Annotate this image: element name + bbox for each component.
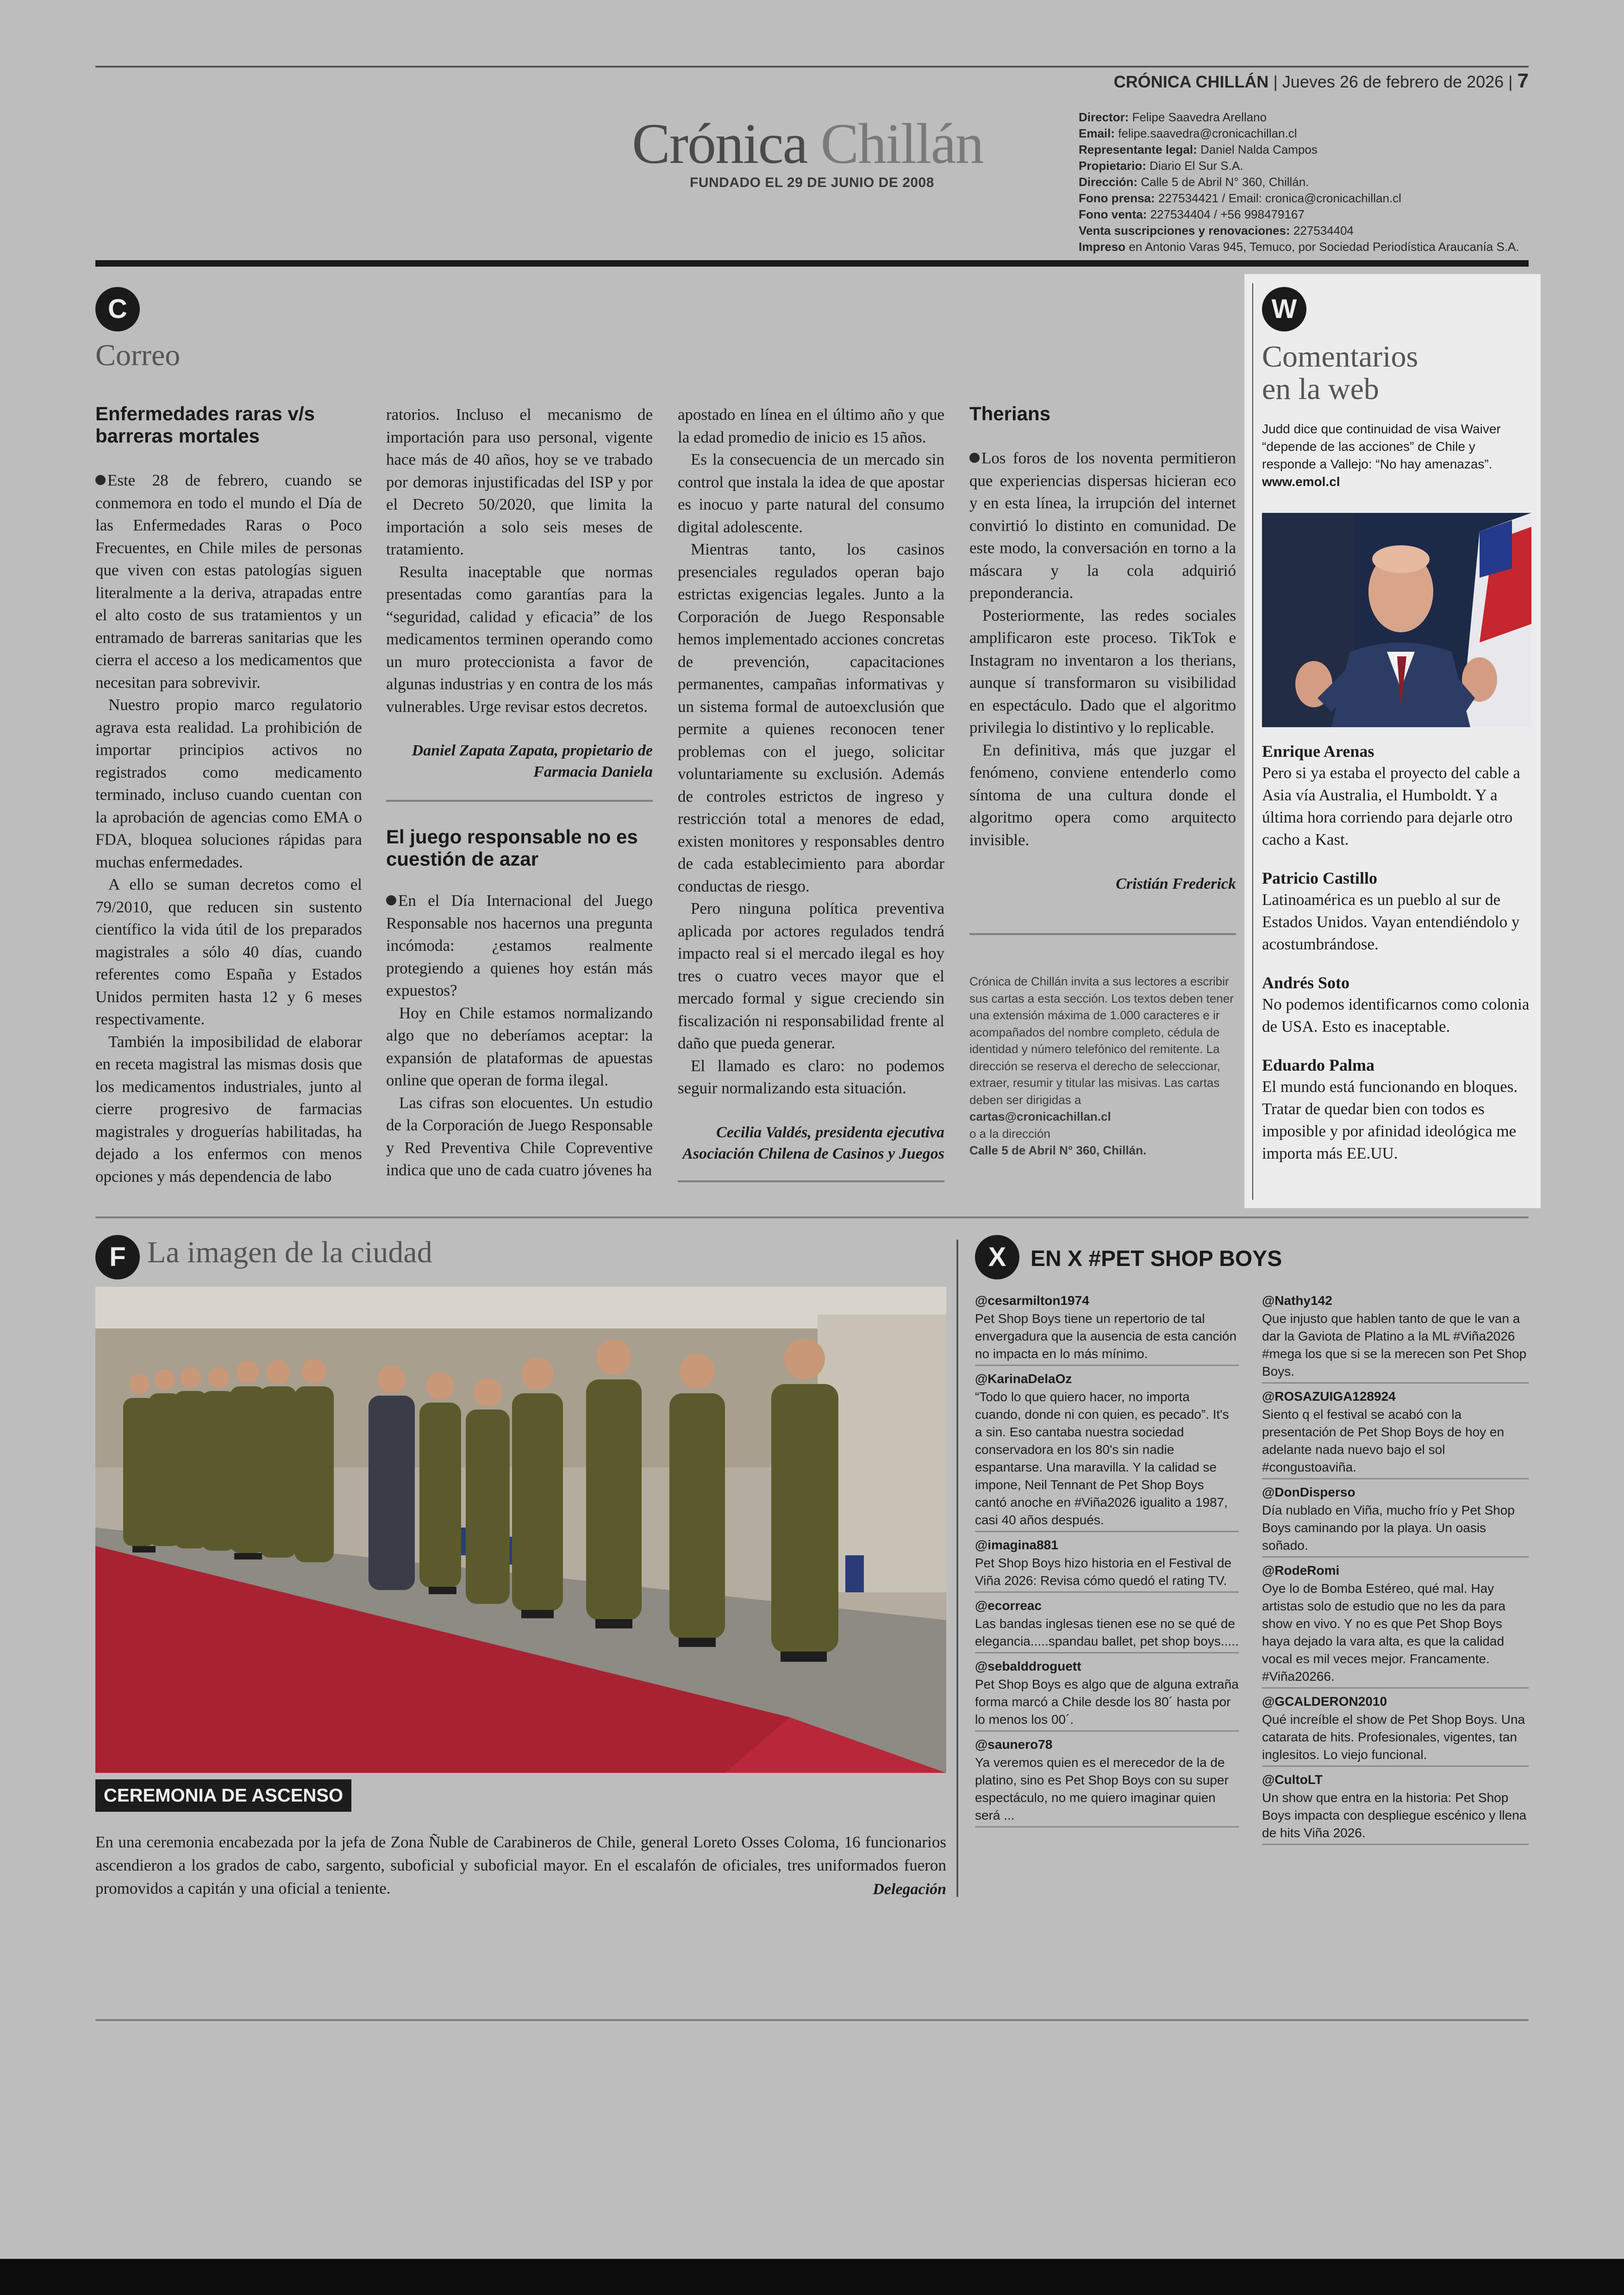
column-separator: [678, 1180, 944, 1182]
newspaper-logo: [632, 111, 983, 177]
tweet-text: Que injusto que hablen tanto de que le van a dar la Gaviota de Platino a la ML #Viña2026 #mega los que si se la merecen son Pet Shop Boys.: [1262, 1311, 1527, 1378]
masthead-line: [1079, 174, 1542, 190]
masthead-value: en Antonio Varas 945, Temuco, por Sociedad Periodística Araucanía S.A.: [1125, 240, 1519, 254]
letter3-signature: Cristián Frederick: [1116, 875, 1236, 892]
tweet-handle[interactable]: @ecorreac: [975, 1598, 1042, 1613]
letter2-paragraph: Hoy en Chile estamos normalizando algo que no deberíamos aceptar: la expansión de plataformas de apuestas online que operan de forma ilegal.: [386, 1004, 653, 1089]
tweet-text: Qué increíble el show de Pet Shop Boys. Una catarata de hits. Profesionales, vigentes, tan inglesitos. Lo viejo funcional.: [1262, 1712, 1525, 1762]
web-comment: [1262, 1054, 1530, 1165]
tweet-text: “Todo lo que quiero hacer, no importa cuando, donde ni con quien, es pecado”. It's a sin. Eso cantaba nuestra sociedad conservadora en los 80's sin nadie espantarse. Una maravilla. Y la calidad se impone, Neil Tennant de Pet Shop Boys cantó anoche en #Viña2026 igualito a 1987, casi 40 años después.: [975, 1390, 1229, 1527]
letter3-headline: Therians: [969, 403, 1051, 424]
letter1-paragraph: También la imposibilidad de elaborar en receta magistral las mismas dosis que los medicamentos industriales, junto al cierre progresivo de farmacias magistrales y droguerías habilitadas, ha dejado a los enfermos con menos opciones y más dependencia de labo: [95, 1032, 362, 1185]
logo-word-cronica: Crónica: [632, 112, 807, 175]
web-comment-author: Enrique Arenas: [1262, 742, 1374, 761]
masthead-value: felipe.saavedra@cronicachillan.cl: [1115, 126, 1297, 140]
web-title: Comentarios en la web: [1262, 340, 1418, 406]
tweet-text: Pet Shop Boys hizo historia en el Festival de Viña 2026: Revisa cómo quedó el rating TV.: [975, 1556, 1232, 1588]
web-badge: W: [1262, 287, 1306, 331]
speaker-photo-svg: [1262, 513, 1531, 727]
web-comment-text: Pero si ya estaba el proyecto del cable a Asia vía Australia, el Humboldt. Y a última hora corriendo para dejarle otro cacho a Kast.: [1262, 764, 1520, 848]
x-column-1: [975, 1291, 1239, 1831]
notice-or: o a la dirección: [969, 1126, 1050, 1141]
photo-caption: [95, 1831, 946, 1900]
letter2-continuation: Mientras tanto, los casinos presenciales regulados operan bajo estrictas exigencias legales. Junto a la Corporación de Juego Responsable hemos implementado acciones concretas de prevención, capacitaciones permanentes, campañas informativas y un sistema formal de autoexclusión que permite a quienes reconocen tener problemas con el juego, solicitar voluntariamente su exclusión. Además de controles estrictos de ingreso y restricción total a menores de edad, existen monitores y responsables dentro de cada establecimiento para abordar conductas de riesgo.: [678, 540, 944, 895]
masthead-line: [1079, 239, 1542, 255]
letter2-continuation: Pero ninguna política preventiva aplicada por actores regulados tendrá impacto real si el mercado ilegal es hoy tres o cuatro veces mayor que el mercado formal y sigue creciendo sin fiscalización ni responsabilidad frente al daño que pueda generar.: [678, 899, 944, 1052]
masthead-label: Director:: [1079, 110, 1129, 124]
letter1-paragraph: Este 28 de febrero, cuando se conmemora en todo el mundo el Día de las Enfermedades Raras o Poco Frecuentes, en Chile miles de personas que viven con estas patologías siguen literalmente a la deriva, atrapadas entre el alto costo de sus tratamientos y un entramado de barreras sanitarias que les cierra el acceso a los medicamentos que necesitan para sobrevivir.: [95, 471, 362, 692]
masthead-value: 227534421 / Email: cronica@cronicachillan.cl: [1155, 191, 1401, 205]
letter2-column-b: [678, 404, 944, 1165]
top-rule: [95, 66, 1529, 68]
tweet-handle[interactable]: @KarinaDelaOz: [975, 1372, 1072, 1386]
tweet[interactable]: [1262, 1387, 1529, 1479]
tweet-handle[interactable]: @sebalddroguett: [975, 1659, 1081, 1673]
tweet-text: Pet Shop Boys es algo que de alguna extraña forma marcó a Chile desde los 80´ hasta por lo menos los 00´.: [975, 1677, 1239, 1727]
tweet-text: Las bandas inglesas tienen ese no se qué de elegancia.....spandau ballet, pet shop boys.....: [975, 1616, 1239, 1648]
founded-line: FUNDADO EL 29 DE JUNIO DE 2008: [690, 175, 934, 190]
tweet[interactable]: [1262, 1483, 1529, 1558]
masthead-label: Email:: [1079, 126, 1115, 140]
correo-title: Correo: [95, 338, 181, 372]
masthead-value: Diario El Sur S.A.: [1146, 159, 1243, 173]
tweet[interactable]: [975, 1597, 1239, 1653]
notice-text: Crónica de Chillán invita a sus lectores a escribir sus cartas a esta sección. Los textos deben tener una extensión máxima de 1.000 caracteres e ir acompañados del nombre completo, cédula de identidad y número telefónico del remitente. La dirección se reserva el derecho de seleccionar, extraer, resumir y titular las misivas. Las cartas deben ser dirigidas a: [969, 974, 1234, 1107]
letter3-column: [969, 403, 1236, 895]
photo-label: CEREMONIA DE ASCENSO: [95, 1779, 351, 1812]
letter2-continuation: El llamado es claro: no podemos seguir normalizando esta situación.: [678, 1056, 944, 1097]
tweet[interactable]: [975, 1536, 1239, 1593]
web-comment: [1262, 972, 1530, 1038]
letter1-signature-line2: Farmacia Daniela: [533, 763, 653, 780]
tweet[interactable]: [1262, 1561, 1529, 1689]
letter1-paragraph: A ello se suman decretos como el 79/2010, que reducen sin sustento científico la vida útil de los preparados magistrales a sólo 40 días, cuando referentes como España y Estados Unidos permiten hasta 12 y 6 meses respectivamente.: [95, 875, 362, 1028]
letter1-column-b: [386, 404, 653, 783]
web-comment-author: Patricio Castillo: [1262, 869, 1377, 887]
letter2-column-a: [386, 826, 653, 1182]
letter3-paragraph: Los foros de los noventa permitieron que experiencias dispersas hicieran eco y en esta línea, la irrupción del internet convirtió lo distinto en comunidad. De este modo, la conversación en torno a la máscara y la cola adquirió preponderancia.: [969, 449, 1236, 602]
x-section-left-rule: [956, 1240, 958, 1897]
tweet-handle[interactable]: @Nathy142: [1262, 1293, 1332, 1308]
masthead-label: Representante legal:: [1079, 143, 1197, 156]
ciudad-badge: F: [95, 1235, 140, 1279]
x-title: EN X #PET SHOP BOYS: [1031, 1247, 1282, 1271]
tweet-handle[interactable]: @saunero78: [975, 1737, 1053, 1752]
tweet[interactable]: [975, 1291, 1239, 1366]
tweet[interactable]: [975, 1735, 1239, 1827]
web-box-left-rule: [1252, 283, 1253, 1200]
tweet[interactable]: [975, 1370, 1239, 1532]
masthead-value: Calle 5 de Abril N° 360, Chillán.: [1137, 175, 1309, 189]
letter1-signature-line1: Daniel Zapata Zapata, propietario de: [412, 742, 653, 759]
masthead-label: Fono venta:: [1079, 207, 1147, 221]
letter1-column-a: [95, 403, 362, 1188]
web-comment-author: Andrés Soto: [1262, 973, 1350, 992]
tweet-text: Un show que entra en la historia: Pet Shop Boys impacta con despliegue escénico y llena de hits Viña 2026.: [1262, 1790, 1527, 1840]
letter3-paragraph: En definitiva, más que juzgar el fenómeno, conviene entenderlo como síntoma de una cultura donde el algoritmo opera como arquitecto invisible.: [969, 741, 1236, 849]
tweet-handle[interactable]: @CultoLT: [1262, 1772, 1323, 1787]
header-bottom-rule: [95, 260, 1529, 267]
letter2-continuation: Es la consecuencia de un mercado sin control que instala la idea de que apostar es inocuo y parte natural del consumo digital adolescente.: [678, 450, 944, 536]
bottom-rule: [95, 2019, 1529, 2021]
masthead-line: [1079, 158, 1542, 174]
notice-address: Calle 5 de Abril N° 360, Chillán.: [969, 1143, 1147, 1157]
web-source-link[interactable]: www.emol.cl: [1262, 474, 1340, 489]
tweet-handle[interactable]: @RodeRomi: [1262, 1563, 1340, 1578]
letter2-paragraph: En el Día Internacional del Juego Responsable nos hacernos una pregunta incómoda: ¿estamos realmente protegiendo a quienes hoy están más expuestos?: [386, 892, 653, 999]
masthead-value: 227534404 / +56 998479167: [1147, 207, 1305, 221]
web-comment-text: No podemos identificarnos como colonia de USA. Esto es inaceptable.: [1262, 995, 1530, 1035]
letter1-paragraph: Nuestro propio marco regulatorio agrava esta realidad. La prohibición de importar principios activos no registrados como medicamento terminado, incluso cuando cuentan con la aprobación de agencias como EMA o FDA, bloquea soluciones rápidas para muchas enfermedades.: [95, 696, 362, 871]
tweet-text: Oye lo de Bomba Estéreo, qué mal. Hay artistas solo de estudio que no les da para show en vivo. Y no es que Pet Shop Boys haya dejado la vara alta, es que la calidad vocal es mil veces mejor. Francamente. #Viña20266.: [1262, 1581, 1506, 1684]
ceremony-photo-svg: [95, 1287, 946, 1773]
letter1-continuation: Resulta inaceptable que normas presentadas como garantías para la “seguridad, calidad y eficacia” de los medicamentos terminen operando como un muro proteccionista a favor de algunas industrias y en contra de los más vulnerables. Urge revisar estos decretos.: [386, 562, 653, 716]
masthead-label: Propietario:: [1079, 159, 1146, 173]
x-column-2: [1262, 1291, 1529, 1849]
web-comment-list: [1262, 741, 1530, 1165]
tweet-text: Ya veremos quien es el merecedor de la de platino, sino es Pet Shop Boys con su super espectáculo, no me quiero imaginar quien será ...: [975, 1755, 1229, 1822]
tweet-text: Pet Shop Boys tiene un repertorio de tal envergadura que la ausencia de esta canción no impacta en lo más mínimo.: [975, 1311, 1237, 1361]
letter1-continuation: ratorios. Incluso el mecanismo de importación para uso personal, vigente hace más de 40 años, hoy se ve trabado por demoras injustificadas del ISP y por el Decreto 50/2020, que limita la importación a solo seis meses de tratamiento.: [386, 405, 653, 558]
web-news-photo: [1262, 513, 1531, 727]
tweet[interactable]: [1262, 1692, 1529, 1767]
web-comment: [1262, 867, 1530, 955]
masthead-line: [1079, 190, 1542, 206]
notice-email[interactable]: cartas@cronicachillan.cl: [969, 1110, 1111, 1123]
masthead-staff-box: [1079, 109, 1542, 255]
ceremony-photo: [95, 1287, 946, 1773]
viewer-bottom-bar: [0, 2259, 1624, 2295]
letters-notice: [969, 973, 1236, 1159]
letter2-signature-line2: Asociación Chilena de Casinos y Juegos: [682, 1145, 944, 1162]
masthead-line: [1079, 223, 1542, 239]
tweet-handle[interactable]: @imagina881: [975, 1538, 1058, 1552]
masthead-line: [1079, 142, 1542, 158]
x-badge: X: [975, 1235, 1019, 1279]
section-divider: [95, 1216, 1529, 1218]
masthead-line: [1079, 109, 1542, 125]
web-comment: [1262, 741, 1530, 851]
logo-word-chillan: Chillán: [820, 112, 983, 175]
page-folio: CRÓNICA CHILLÁN | Jueves 26 de febrero de 2026 | 7: [1113, 69, 1529, 92]
tweet-handle[interactable]: @GCALDERON2010: [1262, 1694, 1387, 1709]
column-separator: [969, 933, 1236, 935]
tweet-handle[interactable]: @ROSAZUIGA128924: [1262, 1389, 1396, 1403]
web-comment-text: Latinoamérica es un pueblo al sur de Estados Unidos. Vayan entendiéndolo y acostumbrándose.: [1262, 891, 1520, 953]
web-lead-text: Judd dice que continuidad de visa Waiver “depende de las acciones” de Chile y responde a Vallejo: “No hay amenazas”.: [1262, 422, 1501, 471]
masthead-label: Venta suscripciones y renovaciones:: [1079, 224, 1290, 237]
bullet-dot: [386, 895, 396, 905]
masthead-label: Fono prensa:: [1079, 191, 1155, 205]
tweet-handle[interactable]: @DonDisperso: [1262, 1485, 1355, 1499]
masthead-value: Felipe Saavedra Arellano: [1129, 110, 1267, 124]
masthead-line: [1079, 206, 1542, 223]
letter2-signature-line1: Cecilia Valdés, presidenta ejecutiva: [716, 1123, 944, 1141]
folio-paper: CRÓNICA CHILLÁN: [1113, 72, 1269, 91]
tweet-text: Día nublado en Viña, mucho frío y Pet Shop Boys caminando por la playa. Un oasis soñado.: [1262, 1503, 1515, 1553]
correo-badge: C: [95, 287, 140, 331]
tweet[interactable]: [1262, 1771, 1529, 1845]
letter1-headline: Enfermedades raras v/s barreras mortales: [95, 403, 315, 447]
bullet-dot: [95, 475, 106, 485]
folio-date: Jueves 26 de febrero de 2026: [1282, 72, 1504, 91]
tweet[interactable]: [975, 1657, 1239, 1732]
tweet[interactable]: [1262, 1291, 1529, 1384]
masthead-label: Impreso: [1079, 240, 1126, 254]
masthead-label: Dirección:: [1079, 175, 1138, 189]
masthead-value: Daniel Nalda Campos: [1197, 143, 1318, 156]
masthead-value: 227534404: [1290, 224, 1354, 237]
bullet-dot: [969, 453, 980, 463]
letter2-continuation: apostado en línea en el último año y que la edad promedio de inicio es 15 años.: [678, 405, 944, 446]
letter2-headline: El juego responsable no es cuestión de azar: [386, 826, 638, 870]
column-separator: [386, 800, 653, 802]
tweet-handle[interactable]: @cesarmilton1974: [975, 1293, 1089, 1308]
photo-caption-text: En una ceremonia encabezada por la jefa de Zona Ñuble de Carabineros de Chile, general Loreto Osses Coloma, 16 funcionarios ascendieron a los grados de cabo, sargento, suboficial y suboficial mayor. En el escalafón de oficiales, tres uniformados fueron promovidos a capitán y una oficial a teniente.: [95, 1833, 946, 1897]
photo-credit: Delegación: [873, 1881, 946, 1898]
masthead-line: [1079, 125, 1542, 142]
ciudad-title: La imagen de la ciudad: [147, 1235, 432, 1269]
letter3-paragraph: Posteriormente, las redes sociales amplificaron este proceso. TikTok e Instagram no inventaron a los therians, aunque sí transformaron su visibilidad en espectáculo. Dado que el algoritmo privilegia lo distintivo y lo replicable.: [969, 606, 1236, 736]
web-lead: [1262, 420, 1530, 491]
web-comment-author: Eduardo Palma: [1262, 1056, 1375, 1074]
web-comment-text: El mundo está funcionando en bloques. Tratar de quedar bien con todos es imposible y por afinidad ideológica me importa más EE.UU.: [1262, 1078, 1518, 1162]
tweet-text: Siento q el festival se acabó con la presentación de Pet Shop Boys de hoy en adelante nada nuevo bajo el sol #congustoaviña.: [1262, 1407, 1505, 1474]
letter2-paragraph: Las cifras son elocuentes. Un estudio de la Corporación de Juego Responsable y Red Preventiva Chile Copreventive indica que uno de cada cuatro jóvenes ha: [386, 1093, 653, 1179]
page-number: 7: [1517, 69, 1529, 92]
